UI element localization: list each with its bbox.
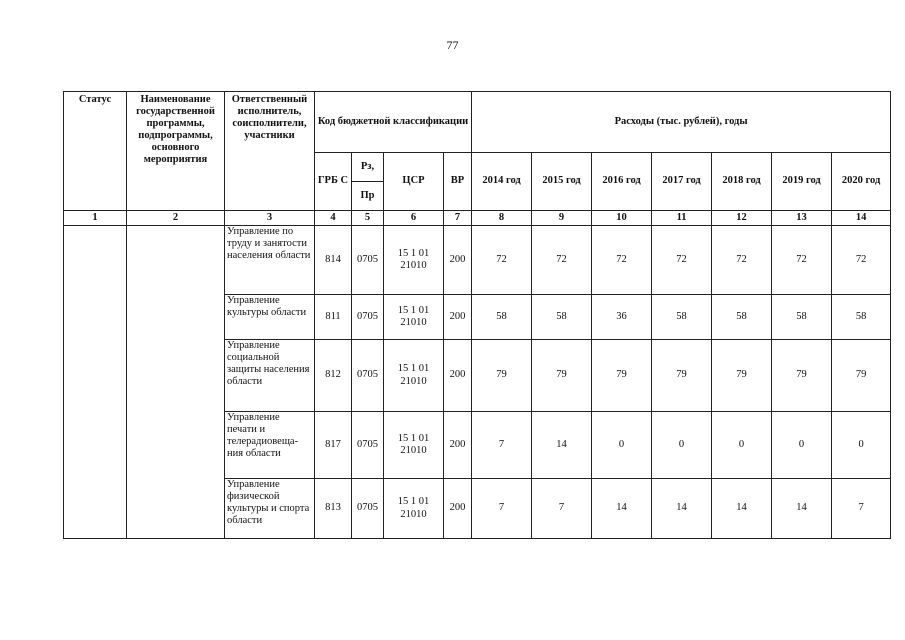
status-cell <box>64 226 127 539</box>
vr-cell: 200 <box>444 412 472 479</box>
rzpr-cell: 0705 <box>352 340 384 412</box>
vr-cell: 200 <box>444 340 472 412</box>
grbs-cell: 817 <box>315 412 352 479</box>
column-number: 3 <box>225 211 315 226</box>
expense-value-cell: 79 <box>712 340 772 412</box>
expense-value-cell: 7 <box>472 412 532 479</box>
column-number: 12 <box>712 211 772 226</box>
grbs-cell: 813 <box>315 479 352 539</box>
csr-cell: 15 1 01 21010 <box>384 479 444 539</box>
expense-value-cell: 7 <box>472 479 532 539</box>
csr-cell: 15 1 01 21010 <box>384 412 444 479</box>
expense-value-cell: 72 <box>832 226 891 295</box>
vr-cell: 200 <box>444 479 472 539</box>
header-executor: Ответственный исполнитель, соисполнители, участники <box>225 92 315 211</box>
expense-value-cell: 0 <box>652 412 712 479</box>
expense-value-cell: 58 <box>712 295 772 340</box>
expense-value-cell: 72 <box>652 226 712 295</box>
csr-cell: 15 1 01 21010 <box>384 226 444 295</box>
header-rz: Рз, <box>352 153 384 182</box>
vr-cell: 200 <box>444 295 472 340</box>
expense-value-cell: 58 <box>472 295 532 340</box>
column-numbers-row <box>64 211 891 226</box>
expense-value-cell: 72 <box>592 226 652 295</box>
expense-value-cell: 72 <box>772 226 832 295</box>
expense-value-cell: 58 <box>772 295 832 340</box>
expense-value-cell: 36 <box>592 295 652 340</box>
expense-value-cell: 72 <box>472 226 532 295</box>
expense-value-cell: 14 <box>592 479 652 539</box>
column-number: 10 <box>592 211 652 226</box>
column-number: 2 <box>127 211 225 226</box>
executor-cell: Управление по труду и занятости населения области <box>225 226 315 295</box>
expense-value-cell: 58 <box>832 295 891 340</box>
expense-value-cell: 79 <box>772 340 832 412</box>
column-number: 14 <box>832 211 891 226</box>
vr-cell: 200 <box>444 226 472 295</box>
header-csr: ЦСР <box>384 153 444 211</box>
grbs-cell: 811 <box>315 295 352 340</box>
header-year-2015: 2015 год <box>532 153 592 211</box>
header-year-2014: 2014 год <box>472 153 532 211</box>
grbs-cell: 812 <box>315 340 352 412</box>
expense-value-cell: 0 <box>592 412 652 479</box>
column-number: 9 <box>532 211 592 226</box>
rzpr-cell: 0705 <box>352 295 384 340</box>
column-number: 4 <box>315 211 352 226</box>
expense-value-cell: 72 <box>712 226 772 295</box>
expense-value-cell: 58 <box>532 295 592 340</box>
csr-cell: 15 1 01 21010 <box>384 295 444 340</box>
executor-cell: Управление социальной защиты населения области <box>225 340 315 412</box>
header-year-2019: 2019 год <box>772 153 832 211</box>
header-grbs: ГРБ С <box>315 153 352 211</box>
budget-expenses-table <box>63 91 891 539</box>
expense-value-cell: 72 <box>532 226 592 295</box>
header-budget-code: Код бюджетной классификации <box>315 92 472 153</box>
column-number: 13 <box>772 211 832 226</box>
header-year-2016: 2016 год <box>592 153 652 211</box>
header-vr: ВР <box>444 153 472 211</box>
program-name-cell <box>127 226 225 539</box>
expense-value-cell: 14 <box>772 479 832 539</box>
expense-value-cell: 79 <box>832 340 891 412</box>
expense-value-cell: 58 <box>652 295 712 340</box>
expense-value-cell: 79 <box>652 340 712 412</box>
expense-value-cell: 79 <box>532 340 592 412</box>
header-status: Статус <box>64 92 127 211</box>
expense-value-cell: 14 <box>532 412 592 479</box>
expense-value-cell: 7 <box>832 479 891 539</box>
column-number: 5 <box>352 211 384 226</box>
expense-value-cell: 7 <box>532 479 592 539</box>
expense-value-cell: 0 <box>712 412 772 479</box>
header-year-2018: 2018 год <box>712 153 772 211</box>
header-program-name: Наименование государственной программы, подпрограммы, основного мероприятия <box>127 92 225 211</box>
page-number: 77 <box>446 38 459 52</box>
rzpr-cell: 0705 <box>352 479 384 539</box>
column-number: 8 <box>472 211 532 226</box>
header-year-2017: 2017 год <box>652 153 712 211</box>
column-number: 1 <box>64 211 127 226</box>
executor-cell: Управление печати и телерадиовеща-ния области <box>225 412 315 479</box>
expense-value-cell: 79 <box>472 340 532 412</box>
executor-cell: Управление культуры области <box>225 295 315 340</box>
expense-value-cell: 0 <box>832 412 891 479</box>
header-year-2020: 2020 год <box>832 153 891 211</box>
expense-value-cell: 14 <box>652 479 712 539</box>
expense-value-cell: 0 <box>772 412 832 479</box>
expense-value-cell: 79 <box>592 340 652 412</box>
csr-cell: 15 1 01 21010 <box>384 340 444 412</box>
grbs-cell: 814 <box>315 226 352 295</box>
rzpr-cell: 0705 <box>352 226 384 295</box>
header-expenses: Расходы (тыс. рублей), годы <box>472 92 891 153</box>
table-body <box>64 211 891 539</box>
column-number: 6 <box>384 211 444 226</box>
expense-value-cell: 14 <box>712 479 772 539</box>
executor-cell: Управление физической культуры и спорта области <box>225 479 315 539</box>
column-number: 11 <box>652 211 712 226</box>
table-row <box>64 226 891 295</box>
header-pr: Пр <box>352 182 384 211</box>
column-number: 7 <box>444 211 472 226</box>
rzpr-cell: 0705 <box>352 412 384 479</box>
